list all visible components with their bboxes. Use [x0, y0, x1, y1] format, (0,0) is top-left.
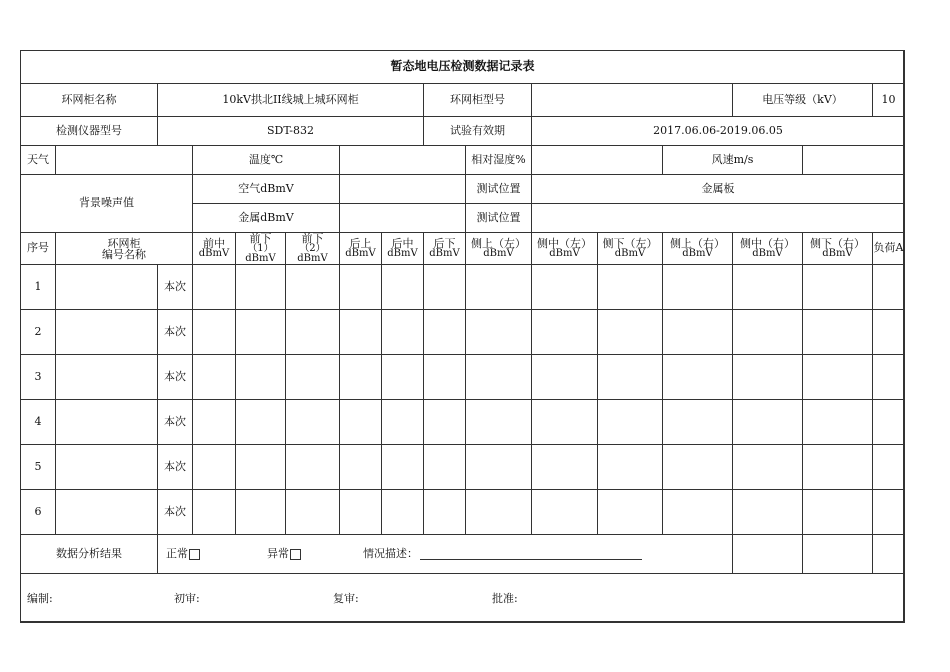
row-value-cell[interactable] — [423, 444, 466, 490]
row-value-cell[interactable] — [192, 264, 236, 310]
row-value-cell[interactable] — [235, 444, 286, 490]
row-value-cell[interactable] — [597, 354, 663, 400]
row-value-cell[interactable] — [423, 399, 466, 445]
row-value-cell[interactable] — [802, 354, 873, 400]
compile-label: 编制: — [27, 592, 53, 605]
column-header — [732, 232, 803, 265]
row-value-cell[interactable] — [531, 444, 598, 490]
row-value-cell[interactable] — [235, 309, 286, 355]
normal-label: 正常 — [166, 546, 188, 560]
row-value-cell[interactable] — [662, 399, 733, 445]
voltage-level-label: 电压等级（kV） — [732, 83, 873, 117]
column-header-line: 前中 — [203, 237, 225, 250]
row-tag: 本次 — [157, 444, 193, 490]
row-value-cell[interactable] — [465, 354, 532, 400]
column-header-line: 侧上（左） — [471, 237, 526, 250]
column-header-line: dBmV — [345, 248, 376, 259]
test-position-label: 测试位置 — [465, 203, 532, 233]
row-value-cell[interactable] — [285, 399, 340, 445]
analysis-blank[interactable] — [802, 534, 873, 574]
column-header-line: dBmV — [198, 248, 230, 259]
row-value-cell[interactable] — [423, 264, 466, 310]
instrument-model-value[interactable]: SDT-832 — [157, 116, 424, 146]
row-value-cell[interactable] — [339, 264, 382, 310]
weather-value[interactable] — [55, 145, 193, 175]
row-value-cell[interactable] — [662, 264, 733, 310]
row-tag: 本次 — [157, 354, 193, 400]
second-review-label: 复审: — [333, 592, 359, 605]
row-value-cell[interactable] — [192, 354, 236, 400]
page-title: 暂态地电压检测数据记录表 — [20, 50, 905, 84]
row-value-cell[interactable] — [531, 399, 598, 445]
row-value-cell[interactable] — [235, 399, 286, 445]
row-value-cell[interactable] — [872, 354, 905, 400]
row-cabinet-name[interactable] — [55, 444, 158, 490]
row-value-cell[interactable] — [872, 444, 905, 490]
row-cabinet-name[interactable] — [55, 489, 158, 535]
column-header — [192, 232, 236, 265]
column-header — [423, 232, 466, 265]
row-value-cell[interactable] — [872, 309, 905, 355]
column-header-line: dBmV — [245, 253, 276, 264]
row-value-cell[interactable] — [531, 309, 598, 355]
row-value-cell[interactable] — [531, 264, 598, 310]
row-value-cell[interactable] — [802, 489, 873, 535]
row-value-cell[interactable] — [235, 489, 286, 535]
row-value-cell[interactable] — [802, 264, 873, 310]
cabinet-model-label: 环网柜型号 — [423, 83, 532, 117]
temperature-label: 温度℃ — [192, 145, 340, 175]
row-value-cell[interactable] — [872, 264, 905, 310]
test-position-label: 测试位置 — [465, 174, 532, 204]
normal-checkbox[interactable] — [189, 549, 200, 560]
row-value-cell[interactable] — [339, 354, 382, 400]
row-seq: 2 — [20, 309, 56, 355]
row-value-cell[interactable] — [802, 399, 873, 445]
row-value-cell[interactable] — [285, 444, 340, 490]
column-header-line: 侧上（右） — [670, 237, 725, 250]
column-header-line: dBmV — [297, 253, 328, 264]
row-value-cell[interactable] — [381, 399, 424, 445]
row-value-cell[interactable] — [285, 264, 340, 310]
row-value-cell[interactable] — [597, 444, 663, 490]
analysis-blank[interactable] — [872, 534, 905, 574]
row-value-cell[interactable] — [465, 309, 532, 355]
cabinet-header — [55, 232, 193, 265]
load-header: 负荷A — [872, 232, 905, 265]
row-seq: 6 — [20, 489, 56, 535]
row-value-cell[interactable] — [381, 264, 424, 310]
analysis-options — [157, 534, 733, 574]
seq-header: 序号 — [20, 232, 56, 265]
column-header-line: dBmV — [387, 248, 418, 259]
column-header-line: 后中 — [391, 237, 414, 250]
row-tag: 本次 — [157, 489, 193, 535]
column-header-line: 前下 — [249, 232, 272, 245]
column-header-line: dBmV — [682, 248, 713, 259]
column-header-line: 后上 — [349, 237, 372, 250]
abnormal-checkbox[interactable] — [290, 549, 301, 560]
row-value-cell[interactable] — [662, 489, 733, 535]
row-value-cell[interactable] — [732, 399, 803, 445]
row-cabinet-name[interactable] — [55, 399, 158, 445]
row-value-cell[interactable] — [381, 354, 424, 400]
row-value-cell[interactable] — [192, 489, 236, 535]
weather-label: 天气 — [20, 145, 56, 175]
row-value-cell[interactable] — [732, 264, 803, 310]
row-value-cell[interactable] — [597, 264, 663, 310]
row-value-cell[interactable] — [732, 444, 803, 490]
description-label: 情况描述： — [363, 546, 418, 560]
row-value-cell[interactable] — [597, 489, 663, 535]
row-value-cell[interactable] — [339, 444, 382, 490]
row-cabinet-name[interactable] — [55, 264, 158, 310]
validity-label: 试验有效期 — [423, 116, 532, 146]
air-noise-label: 空气dBmV — [192, 174, 340, 204]
approve-label: 批准: — [492, 592, 518, 605]
column-header-line: 前下 — [301, 232, 324, 245]
row-value-cell[interactable] — [732, 354, 803, 400]
row-value-cell[interactable] — [732, 489, 803, 535]
row-value-cell[interactable] — [285, 489, 340, 535]
cabinet-model-value[interactable] — [531, 83, 733, 117]
row-tag: 本次 — [157, 264, 193, 310]
wind-speed-value[interactable] — [802, 145, 905, 175]
column-header — [662, 232, 733, 265]
column-header — [531, 232, 598, 265]
column-header — [339, 232, 382, 265]
row-value-cell[interactable] — [465, 399, 532, 445]
row-value-cell[interactable] — [285, 309, 340, 355]
column-header-line: dBmV — [429, 248, 460, 259]
row-value-cell[interactable] — [662, 354, 733, 400]
row-value-cell[interactable] — [531, 489, 598, 535]
row-value-cell[interactable] — [465, 264, 532, 310]
row-tag: 本次 — [157, 399, 193, 445]
row-value-cell[interactable] — [732, 309, 803, 355]
column-header — [381, 232, 424, 265]
row-value-cell[interactable] — [872, 399, 905, 445]
row-value-cell[interactable] — [802, 444, 873, 490]
humidity-label: 相对湿度% — [465, 145, 532, 175]
row-cabinet-name[interactable] — [55, 354, 158, 400]
row-tag: 本次 — [157, 309, 193, 355]
air-noise-value[interactable] — [339, 174, 466, 204]
column-header — [597, 232, 663, 265]
cabinet-header-line: 环网柜 — [107, 236, 141, 250]
column-header-line: dBmV — [752, 248, 783, 259]
column-header-line: dBmV — [549, 248, 580, 259]
row-value-cell[interactable] — [872, 489, 905, 535]
column-header-line: 侧下（右） — [810, 237, 865, 250]
description-input[interactable] — [420, 549, 642, 560]
row-value-cell[interactable] — [381, 444, 424, 490]
row-value-cell[interactable] — [423, 354, 466, 400]
row-value-cell[interactable] — [802, 309, 873, 355]
test-position-value-2[interactable] — [531, 203, 905, 233]
row-value-cell[interactable] — [339, 399, 382, 445]
cabinet-header-line: 编号名称 — [102, 247, 146, 261]
row-seq: 1 — [20, 264, 56, 310]
analysis-blank[interactable] — [732, 534, 803, 574]
instrument-model-label: 检测仪器型号 — [20, 116, 158, 146]
column-header-line: 侧中（左） — [537, 237, 592, 250]
row-value-cell[interactable] — [235, 264, 286, 310]
column-header — [802, 232, 873, 265]
column-header-line: 侧下（左） — [602, 237, 658, 250]
column-header — [235, 232, 286, 265]
row-value-cell[interactable] — [339, 309, 382, 355]
column-header-line: dBmV — [822, 248, 853, 259]
row-seq: 4 — [20, 399, 56, 445]
metal-noise-value[interactable] — [339, 203, 466, 233]
validity-value[interactable]: 2017.06.06-2019.06.05 — [531, 116, 905, 146]
row-value-cell[interactable] — [192, 309, 236, 355]
signature-row — [20, 573, 905, 623]
row-value-cell[interactable] — [465, 489, 532, 535]
row-value-cell[interactable] — [597, 309, 663, 355]
test-position-value[interactable]: 金属板 — [531, 174, 905, 204]
row-value-cell[interactable] — [423, 489, 466, 535]
column-header — [285, 232, 340, 265]
row-value-cell[interactable] — [465, 444, 532, 490]
column-header-line: （2） — [299, 243, 326, 254]
first-review-label: 初审: — [174, 592, 200, 605]
row-value-cell[interactable] — [531, 354, 598, 400]
row-value-cell[interactable] — [597, 399, 663, 445]
background-noise-label: 背景噪声值 — [20, 174, 193, 233]
column-header-line: dBmV — [614, 248, 646, 259]
analysis-label: 数据分析结果 — [20, 534, 158, 574]
row-value-cell[interactable] — [381, 309, 424, 355]
voltage-level-value[interactable]: 10 — [872, 83, 905, 117]
metal-noise-label: 金属dBmV — [192, 203, 340, 233]
column-header-line: dBmV — [483, 248, 514, 259]
row-value-cell[interactable] — [192, 444, 236, 490]
cabinet-name-label: 环网柜名称 — [20, 83, 158, 117]
row-cabinet-name[interactable] — [55, 309, 158, 355]
column-header — [465, 232, 532, 265]
humidity-value[interactable] — [531, 145, 663, 175]
row-value-cell[interactable] — [662, 309, 733, 355]
row-value-cell[interactable] — [285, 354, 340, 400]
row-value-cell[interactable] — [662, 444, 733, 490]
row-seq: 3 — [20, 354, 56, 400]
cabinet-name-value[interactable]: 10kV拱北II线城上城环网柜 — [157, 83, 424, 117]
abnormal-label: 异常 — [267, 546, 289, 560]
row-value-cell[interactable] — [192, 399, 236, 445]
row-seq: 5 — [20, 444, 56, 490]
temperature-value[interactable] — [339, 145, 466, 175]
row-value-cell[interactable] — [423, 309, 466, 355]
wind-speed-label: 风速m/s — [662, 145, 803, 175]
row-value-cell[interactable] — [235, 354, 286, 400]
row-value-cell[interactable] — [381, 489, 424, 535]
row-value-cell[interactable] — [339, 489, 382, 535]
column-header-line: 后下 — [433, 237, 456, 250]
column-header-line: 侧中（右） — [740, 237, 795, 250]
column-header-line: （1） — [247, 243, 274, 254]
